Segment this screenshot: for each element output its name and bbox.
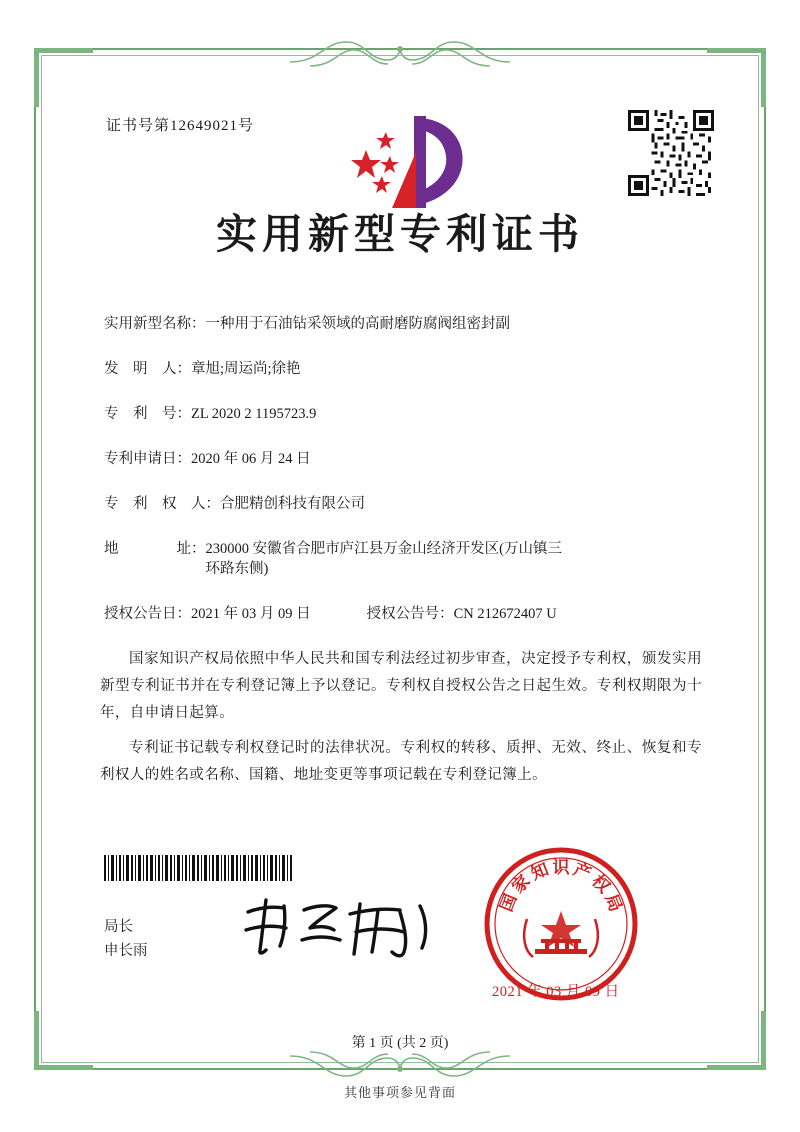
handwritten-signature-icon [232,892,442,962]
certificate-content [78,96,722,797]
svg-text:识: 识 [552,858,570,878]
barcode-icon [104,855,294,881]
legal-paragraphs [78,646,722,789]
certificate-number: 证书号第12649021号 [106,118,255,134]
field-row-patent-number [104,404,722,424]
field-label: 授权公告日： [104,606,191,622]
footnote: 其他事项参见背面 [343,1085,456,1100]
page-number: 第 1 页 (共 2 页) [351,1036,449,1051]
director-block [104,915,148,963]
svg-text:知: 知 [528,859,552,885]
field-value: 2020 年 06 月 24 日 [191,451,311,467]
address-line-2: 环路东侧) [205,561,269,577]
field-row-address [104,539,722,579]
paragraph-2: 专利证书记载专利权登记时的法律状况。专利权的转移、质押、无效、终止、恢复和专利权人的姓名或名称、国籍、地址变更等事项记载在专利登记簿上。 [100,740,702,783]
field-label: 地 址： [104,541,206,557]
field-label: 授权公告号： [366,606,454,622]
field-label: 专 利 号： [104,406,191,422]
svg-text:产: 产 [570,859,594,885]
field-value: ZL 2020 2 1195723.9 [191,406,317,422]
field-label: 专 利 权 人： [104,496,220,512]
paragraph-1: 国家知识产权局依照中华人民共和国专利法经过初步审查，决定授予专利权，颁发实用新型专利证书并在专利登记簿上予以登记。专利权自授权公告之日起生效。专利权期限为十年，自申请日起算。 [100,651,702,721]
qr-code-icon [628,110,714,196]
svg-text:家: 家 [508,871,535,898]
page-title: 实用新型专利证书 [216,210,584,258]
field-row-patentee [104,494,722,514]
field-row-application-date [104,449,722,469]
svg-text:国: 国 [496,891,522,915]
director-title: 局长 [104,919,133,935]
cnipa-logo-icon [346,112,476,222]
field-label: 专利申请日： [104,451,191,467]
svg-text:权: 权 [587,871,614,898]
field-value: 章旭;周运尚;徐艳 [191,361,301,377]
field-row-inventors [104,359,722,379]
grant-date-group [104,604,311,624]
field-value: 一种用于石油钻采领域的高耐磨防腐阀组密封副 [205,316,510,332]
field-value: 2021 年 03 月 09 日 [191,606,311,622]
address-line-1: 230000 安徽省合肥市庐江县万金山经济开发区(万山镇三 [205,541,562,557]
certificate-fields [78,314,722,624]
bottom-ornament-icon [280,1048,520,1082]
field-value: 合肥精创科技有限公司 [220,496,365,512]
director-name: 申长雨 [104,943,148,959]
field-value: CN 212672407 U [453,606,557,622]
field-row-grant [104,604,722,624]
field-label: 实用新型名称： [104,316,206,332]
field-row-name [104,314,722,334]
seal-date: 2021 年 03 月 09 日 [492,984,620,1000]
svg-text:局: 局 [600,891,626,915]
field-value [206,539,723,579]
top-ornament-icon [280,36,520,70]
field-label: 发 明 人： [104,361,191,377]
grant-number-group [367,604,557,624]
